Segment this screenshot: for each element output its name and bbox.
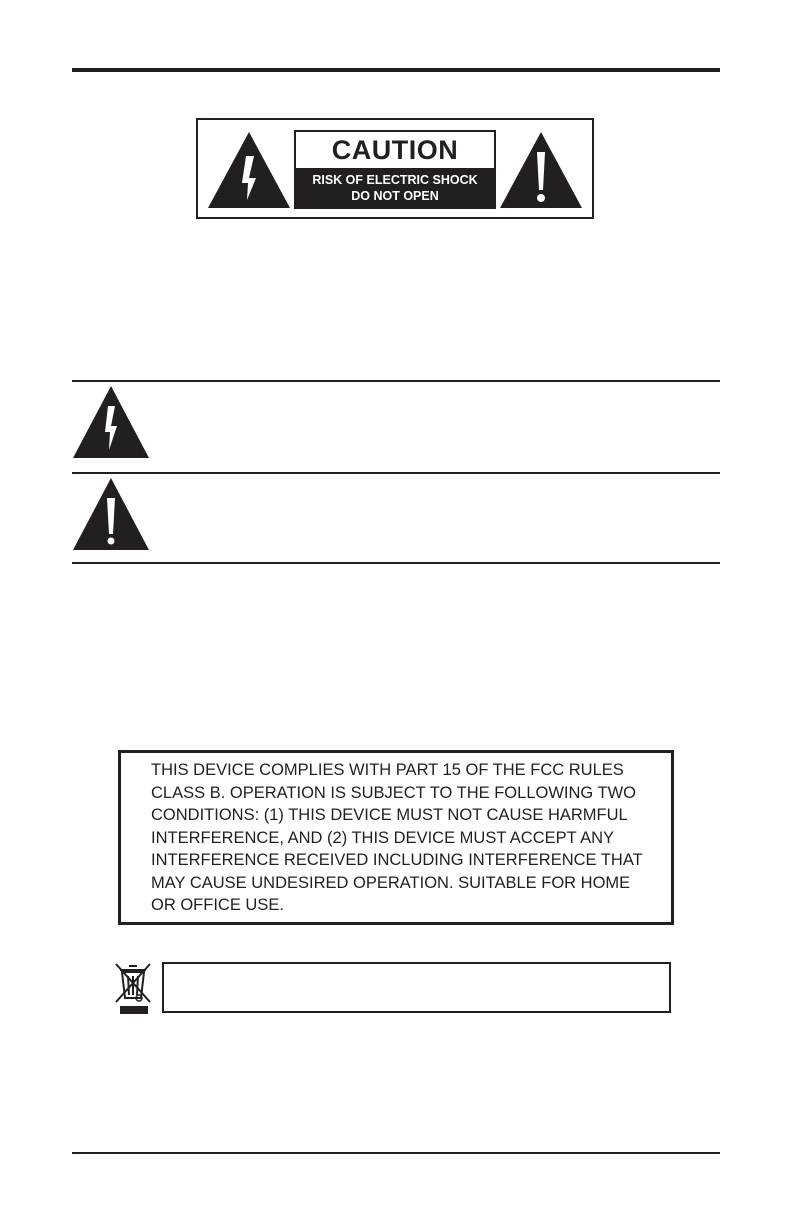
caution-title: CAUTION	[296, 132, 494, 168]
lightning-warning-icon	[72, 384, 150, 460]
fcc-notice-box	[118, 750, 674, 925]
exclamation-warning-icon	[498, 130, 584, 210]
caution-line-1: RISK OF ELECTRIC SHOCK	[312, 173, 478, 187]
disposal-notice-box	[162, 962, 671, 1013]
section-rule	[72, 472, 720, 474]
fcc-notice-text: THIS DEVICE COMPLIES WITH PART 15 OF THE FCC RULES CLASS B. OPERATION IS SUBJECT TO THE FOLLOWING TWO CONDITIONS: (1) THIS DEVICE MUST NOT CAUSE HARMFUL INTERFERENCE, AND (2) THIS DEVICE MUST ACCEPT ANY INTERFERENCE RECEIVED INCLUDING INTERFERENCE THAT MAY CAUSE UNDESIRED OPERATION. SUITABLE FOR HOME OR OFFICE USE.	[151, 761, 643, 914]
header-rule	[72, 68, 720, 72]
caution-subtitle	[294, 172, 496, 204]
caution-line-2: DO NOT OPEN	[351, 189, 439, 203]
caution-center-panel	[294, 130, 496, 209]
footer-rule	[72, 1152, 720, 1154]
caution-label	[196, 118, 594, 219]
lightning-warning-icon	[206, 130, 292, 210]
exclamation-warning-icon	[72, 476, 150, 552]
section-rule	[72, 562, 720, 564]
section-rule	[72, 380, 720, 382]
crossed-bin-icon	[112, 960, 154, 1016]
